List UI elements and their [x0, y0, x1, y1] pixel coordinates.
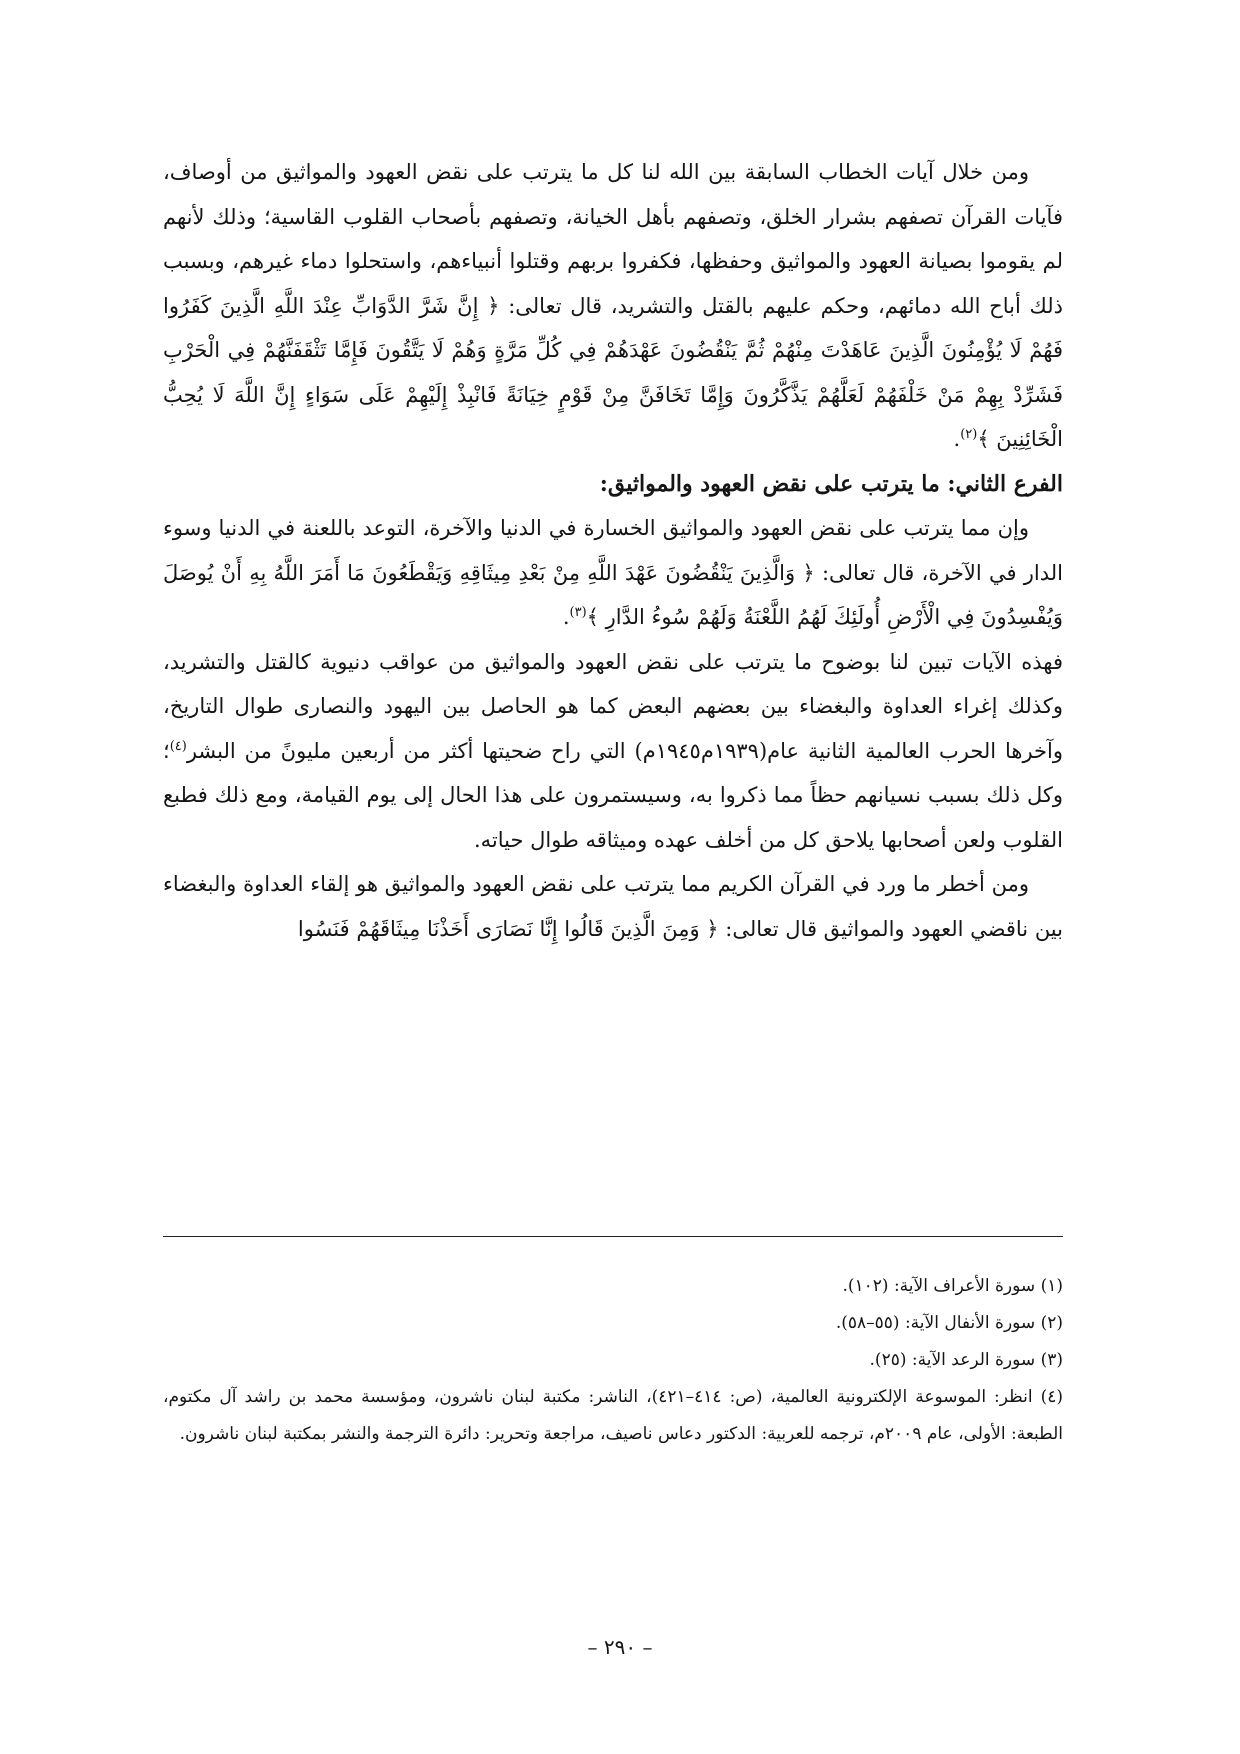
paragraph-3: [163, 640, 1063, 863]
quran-verse-maidah: ﴿ وَمِنَ الَّذِينَ قَالُوا إِنَّا نَصَارَى أَخَذْنَا مِيثَاقَهُمْ فَنَسُوا: [297, 916, 719, 941]
page-number: – ٢٩٠ –: [587, 1635, 653, 1659]
footnote-separator: [163, 1236, 1063, 1237]
paragraph-2-text: وإن مما يترتب على نقض العهود والمواثيق الخسارة في الدنيا والآخرة، التوعد باللعنة في الدنيا وسوء الدار في الآخرة، قال تعالى:: [163, 516, 1063, 585]
footnote-4: (٤) انظر: الموسوعة الإلكترونية العالمية، (ص: ٤١٤–٤٢١)، الناشر: مكتبة لبنان ناشرون، ومؤسسة محمد بن راشد آل مكتوم، الطبعة: الأولى، عام ٢٠٠٩م، ترجمه للعربية: الدكتور دعاس ناصيف، مراجعة وتحرير: دائرة الترجمة والنشر بمكتبة لبنان ناشرون.: [163, 1387, 1063, 1444]
footnote-2: (٢) سورة الأنفال الآية: (٥٥–٥٨).: [835, 1313, 1063, 1333]
paragraph-4: [163, 862, 1063, 951]
quran-verse-raad: ﴿ وَالَّذِينَ يَنْقُضُونَ عَهْدَ اللَّهِ مِنْ بَعْدِ مِيثَاقِهِ وَيَقْطَعُونَ مَا أَمَرَ اللَّهُ بِهِ أَنْ يُوصَلَ وَيُفْسِدُونَ فِي الْأَرْضِ أُولَئِكَ لَهُمُ اللَّعْنَةُ وَلَهُمْ سُوءُ الدَّارِ ﴾: [163, 560, 1063, 629]
footnotes: [163, 1268, 1063, 1453]
paragraph-2-end: .: [562, 605, 570, 629]
quran-verse-anfal: ﴿ إِنَّ شَرَّ الدَّوَابِّ عِنْدَ اللَّهِ الَّذِينَ كَفَرُوا فَهُمْ لَا يُؤْمِنُونَ الَّذِينَ عَاهَدْتَ مِنْهُمْ ثُمَّ يَنْقُضُونَ عَهْدَهُمْ فِي كُلِّ مَرَّةٍ وَهُمْ لَا يَتَّقُونَ فَإِمَّا تَثْقَفَنَّهُمْ فِي الْحَرْبِ فَشَرِّدْ بِهِمْ مَنْ خَلْفَهُمْ لَعَلَّهُمْ يَذَّكَّرُونَ وَإِمَّا تَخَافَنَّ مِنْ قَوْمٍ خِيَانَةً فَانْبِذْ إِلَيْهِمْ عَلَى سَوَاءٍ إِنَّ اللَّهَ لَا يُحِبُّ الْخَائِنِينَ ﴾: [163, 293, 1063, 451]
paragraph-1-text: ومن خلال آيات الخطاب السابقة بين الله لنا كل ما يترتب على نقض العهود والمواثيق من أوصاف، فآيات القرآن تصفهم بشرار الخلق، وتصفهم بأهل الخيانة، وتصفهم بأصحاب القلوب القاسية؛ وذلك لأنهم لم يقوموا بصيانة العهود والمواثيق وحفظها، فكفروا بربهم وقتلوا أنبياءهم، واستحلوا دماء غيرهم، وبسبب ذلك أباح الله دمائهم، وحكم عليهم بالقتل والتشريد، قال تعالى:: [163, 160, 1063, 318]
paragraph-3-text-b: ؛ وكل ذلك بسبب نسيانهم حظاً مما ذكروا به، وسيستمرون على هذا الحال إلى يوم القيامة، ومع ذلك فطبع القلوب ولعن أصحابها يلاحق كل من أخلف عهده وميثاقه طوال حياته.: [163, 738, 1063, 852]
footnote-ref-3: (٣): [569, 605, 587, 620]
footnote-3: (٣) سورة الرعد الآية: (٢٥).: [869, 1350, 1063, 1370]
paragraph-4-text: ومن أخطر ما ورد في القرآن الكريم مما يترتب على نقض العهود والمواثيق هو إلقاء العداوة والبغضاء بين ناقضي العهود والمواثيق قال تعالى:: [163, 872, 1063, 941]
paragraph-1: [163, 150, 1063, 462]
footnote-ref-4: (٤): [169, 738, 187, 754]
footnote-1: (١) سورة الأعراف الآية: (١٠٢).: [842, 1276, 1063, 1296]
paragraph-1-end: .: [953, 427, 961, 451]
footnote-ref-2: (٢): [960, 427, 978, 442]
paragraph-3-text-a: فهذه الآيات تبين لنا بوضوح ما يترتب على نقض العهود والمواثيق من عواقب دنيوية كالقتل والتشريد، وكذلك إغراء العداوة والبغضاء بين بعضهم البعض كما هو الحاصل بين اليهود والنصارى طوال التاريخ، وآخرها الحرب العالمية الثانية عام(١٩٣٩م١٩٤٥م) التي راح ضحيتها أكثر من أربعين مليونً من البشر: [163, 649, 1063, 763]
paragraph-2: [163, 506, 1063, 640]
main-text: [163, 150, 1063, 951]
section-heading: الفرع الثاني: ما يترتب على نقض العهود والمواثيق:: [599, 470, 1063, 497]
